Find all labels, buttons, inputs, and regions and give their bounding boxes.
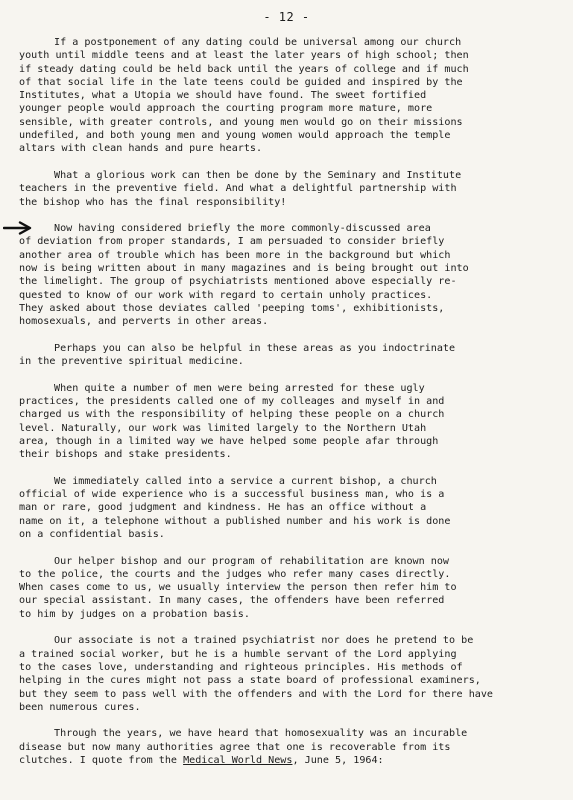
text-line: to the police, the courts and the judges who refer many cases directly.	[19, 568, 451, 580]
text-line: helping in the cures might not pass a state board of professional examiners,	[19, 675, 481, 687]
paragraph-6	[19, 475, 555, 541]
text-line: area, though in a limited way we have helped some people afar through	[19, 435, 439, 447]
text-line: They asked about those deviates called 'peeping toms', exhibitionists,	[19, 302, 445, 314]
paragraph-9	[19, 727, 555, 767]
text-line: their bishops and stake presidents.	[19, 449, 232, 461]
text-line: charged us with the responsibility of helping these people on a church	[19, 409, 445, 421]
text-line: We immediately called into a service a current bishop, a church	[54, 475, 437, 487]
page-number: - 12 -	[263, 10, 310, 24]
text-line-citation	[19, 754, 555, 767]
citation-date: , June 5, 1964:	[292, 755, 384, 767]
text-line: altars with clean hands and pure hearts.	[19, 143, 263, 155]
text-line: of that social life in the late teens could be guided and inspired by the	[19, 76, 463, 88]
text-line: Now having considered briefly the more commonly-discussed area	[54, 223, 431, 235]
text-line: to him by judges on a probation basis.	[19, 608, 250, 620]
text-line: If a postponement of any dating could be universal among our church	[54, 37, 462, 48]
text-line: man or rare, good judgment and kindness. He has an office without a	[19, 502, 427, 514]
text-line: the limelight. The group of psychiatrists mentioned above especially re-	[19, 276, 457, 288]
text-line: Through the years, we have heard that homosexuality was an incurable	[54, 728, 468, 740]
document-body	[19, 36, 555, 781]
text-line: if steady dating could be held back until the years of college and if much	[19, 63, 469, 75]
text-line: What a glorious work can then be done by the Seminary and Institute	[54, 169, 462, 181]
text-line: Our associate is not a trained psychiatrist nor does he pretend to be	[54, 635, 474, 647]
paragraph-1	[19, 36, 555, 156]
text-line: the bishop who has the final responsibility!	[19, 196, 287, 208]
paragraph-4	[19, 342, 555, 369]
text-line: official of wide experience who is a successful business man, who is a	[19, 489, 445, 501]
text-line: When cases come to us, we usually interview the person then refer him to	[19, 582, 457, 594]
text-line: When quite a number of men were being arrested for these ugly	[54, 382, 425, 394]
text-line: teachers in the preventive field. And what a delightful partnership with	[19, 183, 457, 195]
text-line: younger people would approach the courting program more mature, more	[19, 103, 433, 115]
text-line: undefiled, and both young men and young women would approach the temple	[19, 130, 451, 142]
text-line: in the preventive spiritual medicine.	[19, 356, 244, 368]
text-line: quested to know of our work with regard to certain unholy practices.	[19, 289, 433, 301]
text-line: to the cases love, understanding and righteous principles. His methods of	[19, 661, 463, 673]
text-line: our special assistant. In many cases, the offenders have been referred	[19, 595, 445, 607]
text-line: been numerous cures.	[19, 701, 141, 713]
text-line: now is being written about in many magazines and is being brought out into	[19, 263, 469, 275]
citation-lead-text: clutches. I quote from the	[19, 755, 184, 767]
paragraph-5	[19, 382, 555, 462]
paragraph-7	[19, 555, 555, 621]
text-line: Our helper bishop and our program of rehabilitation are known now	[54, 555, 450, 567]
text-line: Institutes, what a Utopia we should have found. The sweet fortified	[19, 90, 427, 102]
text-line: name on it, a telephone without a published number and his work is done	[19, 515, 451, 527]
paragraph-2	[19, 169, 555, 209]
text-line: a trained social worker, but he is a humble servant of the Lord applying	[19, 648, 457, 660]
text-line: level. Naturally, our work was limited largely to the Northern Utah	[19, 422, 427, 434]
text-line: practices, the presidents called one of my colleages and myself in and	[19, 396, 445, 408]
text-line: another area of trouble which has been more in the background but which	[19, 249, 451, 261]
text-line: of deviation from proper standards, I am persuaded to consider briefly	[19, 236, 445, 248]
paragraph-8	[19, 634, 555, 714]
citation-source: Medical World News	[183, 755, 293, 767]
text-line: disease but now many authorities agree that one is recoverable from its	[19, 741, 451, 753]
paragraph-3	[19, 222, 555, 328]
text-line: sensible, with greater controls, and young men would go on their missions	[19, 116, 463, 128]
text-line: Perhaps you can also be helpful in these areas as you indoctrinate	[54, 342, 456, 354]
text-line: youth until middle teens and at least the later years of high school; then	[19, 50, 469, 62]
text-line: but they seem to pass well with the offenders and with the Lord for there have	[19, 688, 494, 700]
text-line: homosexuals, and perverts in other areas.	[19, 316, 269, 328]
text-line: on a confidential basis.	[19, 528, 165, 540]
